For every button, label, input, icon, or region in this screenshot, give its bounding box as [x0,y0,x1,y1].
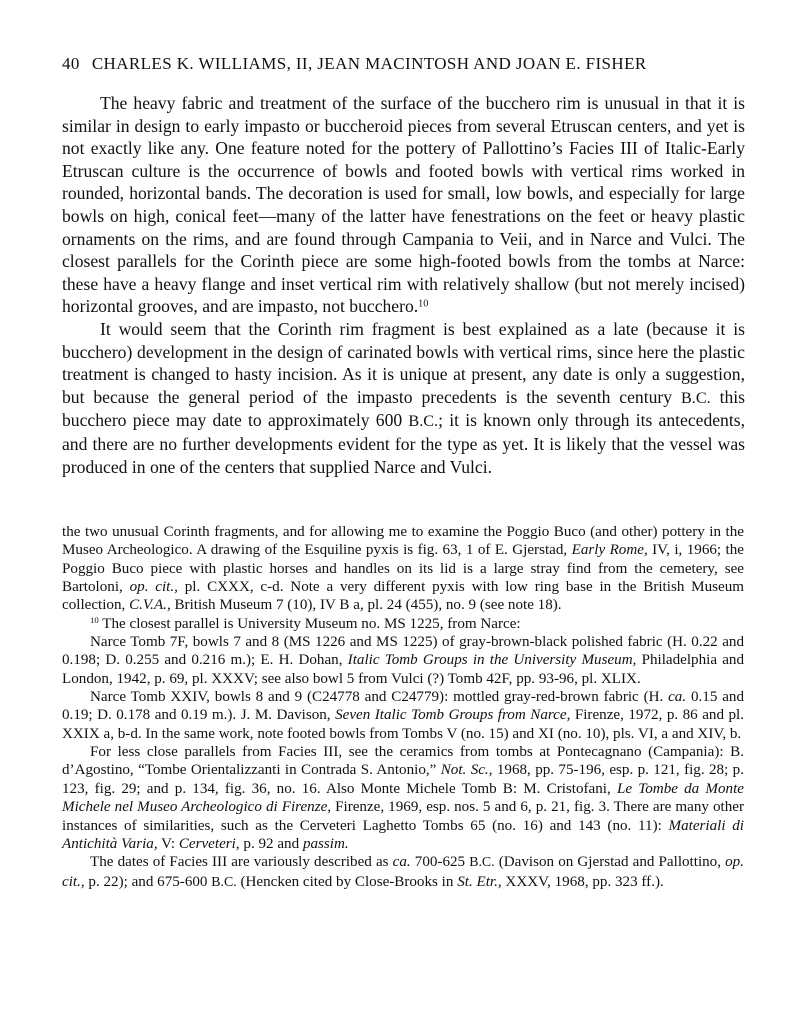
main-text [62,92,745,478]
era-abbreviation: B.C. [469,855,495,871]
running-header [62,54,742,74]
footnotes [62,523,744,892]
footnote-marker: 10 [418,298,429,310]
footnote-number: 10 [90,614,99,625]
body-paragraph: The heavy fabric and treatment of the surface of the bucchero rim is unusual in that it is similar in design to early impasto or buccheroid pieces from several Etruscan centers, and yet is not exactly like any. One feature noted for the pottery of Pallottino’s Facies III of Italic-Early Etruscan culture is the occurrence of bowls and footed bowls with vertical rims worked in rounded, horizontal bands. The decoration is used for small, low bowls, and especially for large bowls on high, conical feet—many of the latter have fenestrations on the feet or heavy plastic ornaments on the rims, and are found through Campania to Veii, and in Narce and Vulci. The closest parallels for the Corinth piece are some high-footed bowls from the tombs at Narce: these have a heavy flange and inset vertical rim with relatively shallow (but not merely incised) horizontal grooves, and are impasto, not bucchero.$^{10}$ [62,93,745,317]
footnote-entry: Narce Tomb XXIV, bowls 8 and 9 (C24778 and C24779): mottled gray-red-brown fabric (H. ca. 0.15 and 0.19; D. 0.178 and 0.19 m.). J. M. Davison, Seven Italic Tomb Groups from Narce, Firenze, 1972, p. 86 and pl. XXIX a, b-d. In the same work, note footed bowls from Tombs V (no. 15) and XI (no. 10), pls. VI, a and XIV, b. [62,689,744,742]
era-abbreviation: B.C. [211,874,237,890]
era-abbreviation: B.C. [680,388,711,407]
footnote-9-continuation: the two unusual Corinth fragments, and for allowing me to examine the Poggio Buco (and other) pottery in the Museo Archeologico. A drawing of the Esquiline pyxis is fig. 63, 1 of E. Gjerstad, Early Rome, IV, i, 1966; the Poggio Buco piece with plastic horses and handles on its lid is a large stray find from the cemetery, see Bartoloni, op. cit., pl. CXXX, c-d. Note a very different pyxis with low ring base in the British Museum collection, C.V.A., British Museum 7 (10), IV B a, pl. 24 (455), no. 9 (see note 18). [62,524,745,614]
footnote-entry: Narce Tomb 7F, bowls 7 and 8 (MS 1226 and MS 1225) of gray-brown-black polished fabric (H. 0.22 and 0.198; D. 0.255 and 0.216 m.); E. H. Dohan, Italic Tomb Groups in the University Museum, Philadelphia and London, 1942, p. 69, pl. XXXV; see also bowl 5 from Vulci (?) Tomb 42F, pp. 93-96, pl. XLIX. [62,634,745,687]
page-number: 40 [62,54,80,73]
body-paragraph: It would seem that the Corinth rim fragment is best explained as a late (because it is bucchero) development in the design of carinated bowls with vertical rims, since here the plastic treatment is changed to hasty incision. As it is unique at present, any date is only a suggestion, but because the general period of the impasto precedents is the seventh century B.C. this bucchero piece may date to approximately 600 B.C.; it is known only through its antecedents, and there are no further developments evident for the type as yet. It is likely that the vessel was produced in one of the centers that supplied Narce and Vulci. [62,318,745,477]
author-line: CHARLES K. WILLIAMS, II, JEAN MACINTOSH AND JOAN E. FISHER [91,54,647,73]
era-abbreviation: B.C. [408,412,439,431]
footnote-10: $^{10}$ The closest parallel is University Museum no. MS 1225, from Narce: [90,614,521,632]
footnote-entry: For less close parallels from Facies III, see the ceramics from tombs at Pontecagnano (Campania): B. d’Agostino, “Tombe Orientalizzanti in Contrada S. Antonio,” Not. Sc., 1968, pp. 75-196, esp. p. 121, fig. 28; p. 123, fig. 29; and p. 134, fig. 36, no. 16. Also Monte Michele Tomb B: M. Cristofani, Le Tombe da Monte Michele nel Museo Archeologico di Firenze, Firenze, 1969, esp. nos. 5 and 6, p. 21, fig. 3. There are many other instances of similarities, such as the Cerveteri Laghetto Tombs 65 (no. 16) and 143 (no. 11): Materiali di Antichità Varia, V: Cerveteri, p. 92 and passim. [62,744,745,852]
footnote-entry: The dates of Facies III are variously described as ca. 700-625 B.C. (Davison on Gjerstad and Pallottino, op. cit., p. 22); and 675-600 B.C. (Hencken cited by Close-Brooks in St. Etr., XXXV, 1968, pp. 323 ff.). [62,854,744,890]
